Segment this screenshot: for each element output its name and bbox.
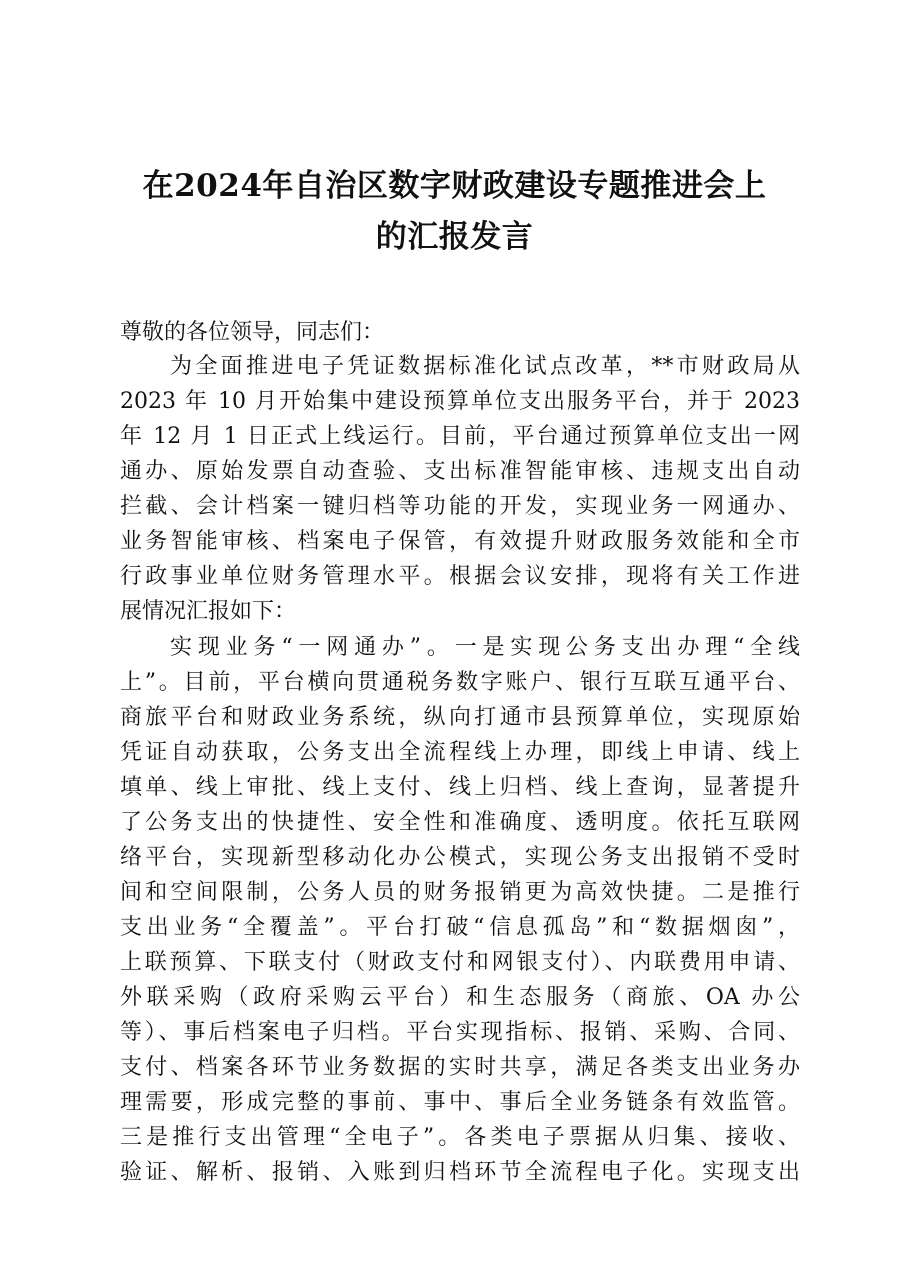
paragraph-line: 商旅平台和财政业务系统，纵向打通市县预算单位，实现原始 [120,705,800,730]
paragraph-line: 间和空间限制，公务人员的财务报销更为高效快捷。二是推行 [120,880,800,905]
paragraph-line: 外联采购（政府采购云平台）和生态服务（商旅、OA 办公 [120,985,800,1010]
paragraph-line: 了公务支出的快捷性、安全性和准确度、透明度。依托互联网 [120,810,800,835]
paragraph-line: 行政事业单位财务管理水平。根据会议安排，现将有关工作进 [120,564,800,589]
paragraph-line: 理需要，形成完整的事前、事中、事后全业务链条有效监管。 [120,1090,800,1115]
paragraph-line: 三是推行支出管理“全电子”。各类电子票据从归集、接收、 [120,1125,800,1150]
paragraph-line: 通办、原始发票自动查验、支出标准智能审核、违规支出自动 [120,459,800,484]
paragraph-line: 2023 年 10 月开始集中建设预算单位支出服务平台，并于 2023 [120,389,800,414]
salutation: 尊敬的各位领导，同志们： [120,320,385,345]
paragraph-line: 拦截、会计档案一键归档等功能的开发，实现业务一网通办、 [120,494,800,519]
paragraph-line: 支付、档案各环节业务数据的实时共享，满足各类支出业务办 [120,1055,800,1080]
paragraph-line: 验证、解析、报销、入账到归档环节全流程电子化。实现支出 [120,1160,800,1185]
paragraph-line: 凭证自动获取，公务支出全流程线上办理，即线上申请、线上 [120,740,800,765]
paragraph-line: 年 12 月 1 日正式上线运行。目前，平台通过预算单位支出一网 [120,424,800,449]
paragraph-line: 填单、线上审批、线上支付、线上归档、线上查询，显著提升 [120,775,800,800]
document-title-line-2: 的汇报发言 [375,219,534,255]
paragraph-line: 实现业务“一网通办”。一是实现公务支出办理“全线 [170,635,800,660]
paragraph-line: 等）、事后档案电子归档。平台实现指标、报销、采购、合同、 [120,1020,800,1045]
paragraph-line: 展情况汇报如下： [120,599,297,624]
paragraph-line: 上联预算、下联支付（财政支付和网银支付）、内联费用申请、 [120,950,800,975]
document-title-line-1: 在2024年自治区数字财政建设专题推进会上 [142,168,767,204]
paragraph-line: 业务智能审核、档案电子保管，有效提升财政服务效能和全市 [120,529,800,554]
paragraph-line: 络平台，实现新型移动化办公模式，实现公务支出报销不受时 [120,845,800,870]
paragraph-line: 支出业务“全覆盖”。平台打破“信息孤岛”和“数据烟囱”， [120,915,800,940]
paragraph-line: 上”。目前，平台横向贯通税务数字账户、银行互联互通平台、 [120,670,800,695]
paragraph-line: 为全面推进电子凭证数据标准化试点改革，**市财政局从 [170,354,800,379]
